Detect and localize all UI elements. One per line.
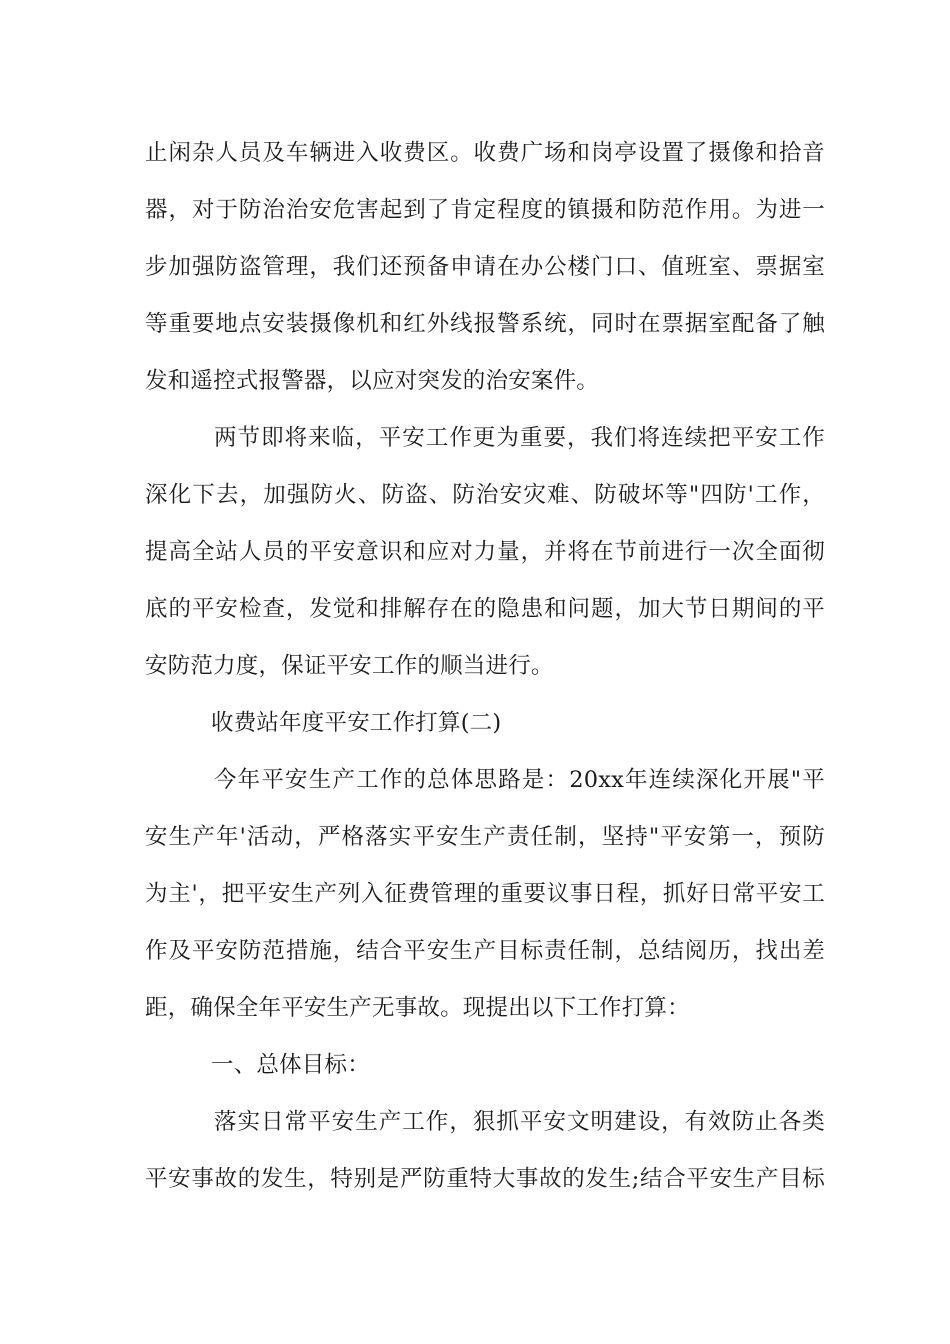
paragraph-line: 安生产年'活动，严格落实平安生产责任制，坚持"平安第一，预防 — [145, 824, 825, 850]
paragraph-line: 作及平安防范措施，结合平安生产目标责任制，总结阅历，找出差 — [145, 938, 825, 964]
paragraph-first-line: 两节即将来临，平安工作更为重要，我们将连续把平安工作 — [214, 425, 825, 451]
paragraph-line: 距，确保全年平安生产无事故。现提出以下工作打算： — [145, 995, 690, 1021]
paragraph-line: 止闲杂人员及车辆进入收费区。收费广场和岗亭设置了摄像和拾音 — [145, 140, 825, 166]
paragraph-line: 安防范力度，保证平安工作的顺当进行。 — [145, 653, 554, 679]
paragraph-line: 步加强防盗管理，我们还预备申请在办公楼门口、值班室、票据室 — [145, 254, 825, 280]
paragraph-line: 器，对于防治治安危害起到了肯定程度的镇摄和防范作用。为进一 — [145, 197, 825, 223]
paragraph-first-line: 落实日常平安生产工作，狠抓平安文明建设，有效防止各类 — [214, 1109, 825, 1135]
subsection-heading: 一、总体目标： — [211, 1052, 370, 1078]
paragraph-line: 等重要地点安装摄像机和红外线报警系统，同时在票据室配备了触 — [145, 311, 825, 337]
paragraph-line: 深化下去，加强防火、防盗、防治安灾难、防破坏等"四防'工作， — [145, 482, 825, 508]
paragraph-line: 发和遥控式报警器，以应对突发的治安案件。 — [145, 368, 600, 394]
paragraph-line: 平安事故的发生，特别是严防重特大事故的发生;结合平安生产目标 — [145, 1166, 825, 1192]
paragraph-line: 提高全站人员的平安意识和应对力量，并将在节前进行一次全面彻 — [145, 539, 825, 565]
paragraph-line: 底的平安检查，发觉和排解存在的隐患和问题，加大节日期间的平 — [145, 596, 825, 622]
section-heading: 收费站年度平安工作打算(二) — [211, 710, 502, 736]
paragraph-first-line: 今年平安生产工作的总体思路是：20xx年连续深化开展"平 — [214, 767, 825, 793]
paragraph-line: 为主'，把平安生产列入征费管理的重要议事日程，抓好日常平安工 — [145, 881, 825, 907]
